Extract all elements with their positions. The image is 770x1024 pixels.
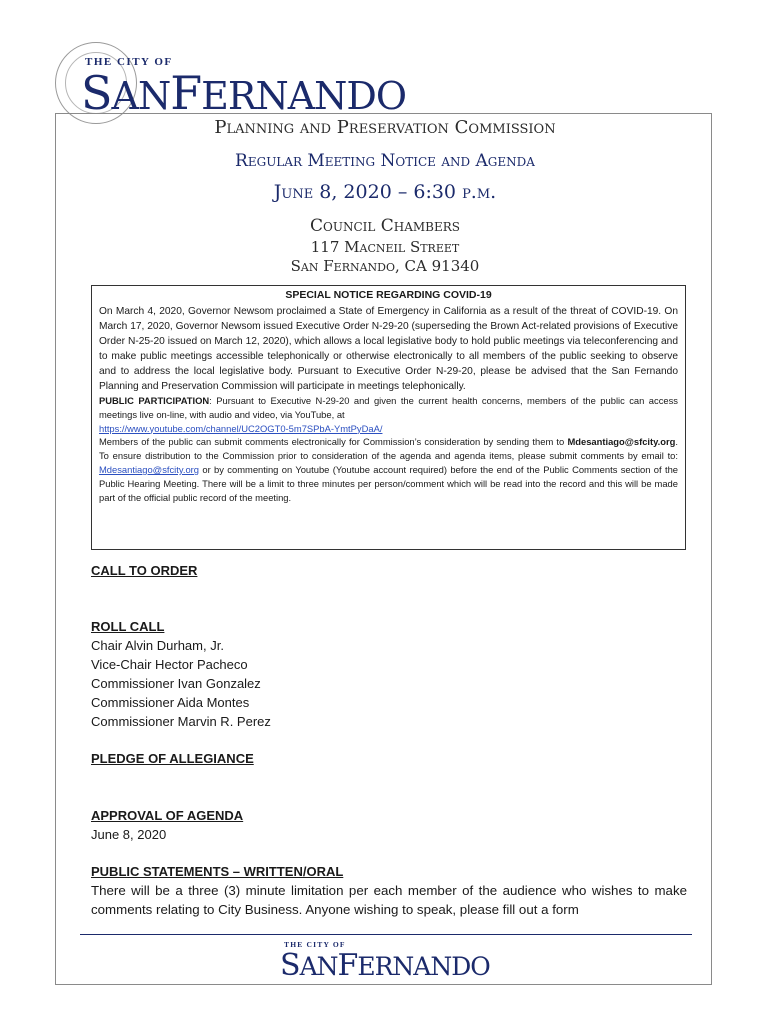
approval-heading: APPROVAL OF AGENDA — [91, 808, 244, 823]
public-statements-heading: PUBLIC STATEMENTS – WRITTEN/ORAL — [91, 864, 344, 879]
roll-call-heading: ROLL CALL — [91, 619, 165, 634]
participation-label: PUBLIC PARTICIPATION — [99, 395, 210, 406]
roll-call-member: Vice-Chair Hector Pacheco — [91, 657, 248, 672]
notice-paragraph: On March 4, 2020, Governor Newsom proclaimed a State of Emergency in California as a result of the threat of COVID-19. On March 17, 2020, Governor Newsom issued Executive Order N-29-20 (superseding the Brown Act-related provisions of Executive Order N-25-20 issued on March 12, 2020), which allows a local legislative body to hold public meetings via teleconferencing and to make public meetings accessible telephonically or otherwise electronically to all members of the public seeking to observe and to address the local legislative body. Pursuant to Executive Order N-29-20, please be advised that the San Fernando Planning and Preservation Commission will participate in meetings telephonically. — [99, 306, 678, 392]
roll-call-member: Chair Alvin Durham, Jr. — [91, 638, 224, 653]
email-bold: Mdesantiago@sfcity.org — [567, 436, 676, 448]
approval-date: June 8, 2020 — [91, 827, 167, 842]
participation-paragraph: PUBLIC PARTICIPATION: Pursuant to Executive N-29-20 and given the current health concerns, members of the public can access meetings live on-line, with audio and video, via YouTube, at https://www.youtube.com/channel/UC2OGT0-5m7SPbA-YmtPyDaA/ — [99, 395, 678, 434]
email-link[interactable]: Mdesantiago@sfcity.org — [99, 463, 200, 475]
meeting-title: Regular Meeting Notice and Agenda — [235, 151, 535, 171]
public-statements-text: There will be a three (3) minute limitation per each member of the audience who wishes to make comments relating to City Business. Anyone wishing to speak, please fill out a form — [91, 883, 687, 917]
roll-call-member: Commissioner Marvin R. Perez — [91, 714, 271, 729]
footer-logo — [280, 940, 500, 985]
footer-city-name: SANFERNANDO — [280, 948, 490, 983]
venue-city: San Fernando, CA 91340 — [290, 257, 480, 275]
roll-call-member: Commissioner Aida Montes — [91, 695, 250, 710]
roll-call-member: Commissioner Ivan Gonzalez — [91, 676, 261, 691]
logo-the-city-text: THE CITY OF — [85, 56, 173, 68]
footer-divider — [80, 934, 692, 935]
pledge-heading: PLEDGE OF ALLEGIANCE — [91, 751, 254, 766]
venue-name: Council Chambers — [309, 216, 460, 236]
notice-title: SPECIAL NOTICE REGARDING COVID-19 — [285, 289, 492, 301]
covid-notice-box — [91, 285, 686, 550]
logo-city-name: SANFERNANDO — [81, 66, 407, 120]
venue-street: 117 Macneil Street — [310, 238, 460, 256]
call-to-order-heading: CALL TO ORDER — [91, 563, 198, 578]
commission-title: Planning and Preservation Commission — [214, 117, 556, 138]
city-logo — [55, 42, 407, 124]
youtube-link[interactable]: https://www.youtube.com/channel/UC2OGT0-5m7SPbA-YmtPyDaA/ — [99, 422, 383, 434]
meeting-datetime: June 8, 2020 – 6:30 p.m. — [273, 181, 497, 203]
footer-the-city-text: THE CITY OF — [284, 940, 346, 949]
comments-paragraph: Members of the public can submit comments electronically for Commission’s consideration by sending them to Mdesantiago@sfcity.org. To ensure distribution to the Commission prior to consideration of the agenda and agenda items, please submit comments by email to: Mdesantiago@sfcity.org or by commenting on Youtube (Youtube account required) before the end of the Public Comments section of the Public Hearing Meeting. There will be a limit to three minutes per person/comment which will be read into the record and this will be made part of the official public record of the meeting. — [99, 436, 679, 503]
